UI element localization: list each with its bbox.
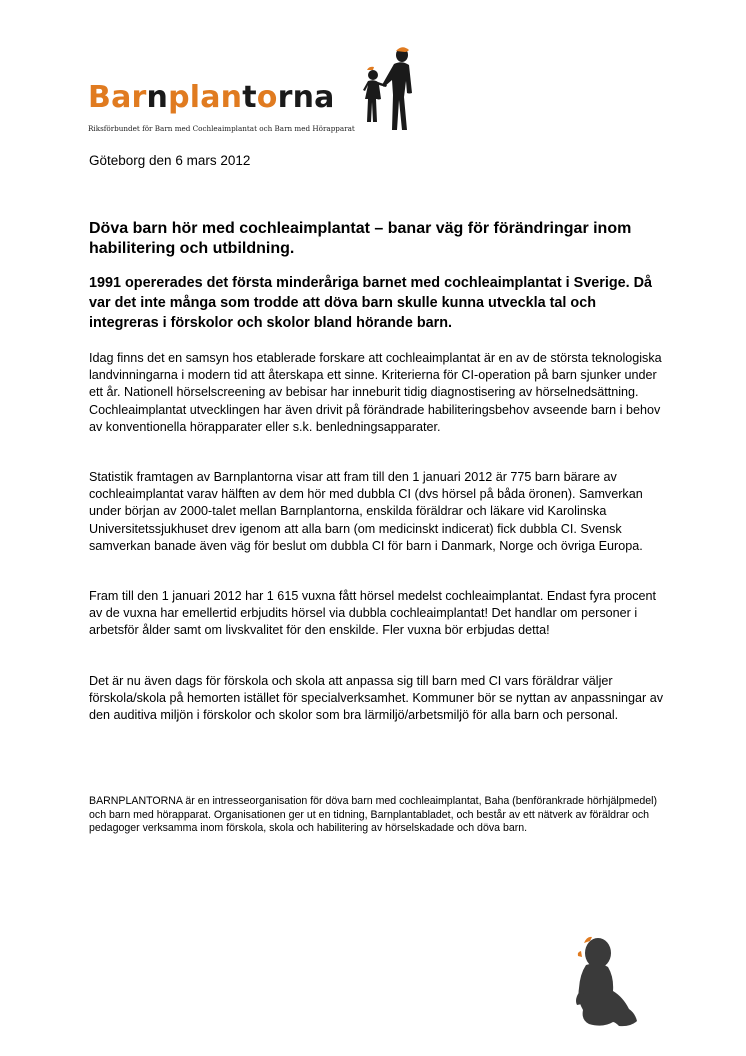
body-paragraph: Idag finns det en samsyn hos etablerade forskare att cochleaimplantat är en av de största teknologiska landvinningarna i modern tid att återskapa ett sinne. Kriterierna för CI-operation på barn sjunker under ett år. Nationell hörselscreening av bebisar har inneburit tidig diagnostisering av hörselnedsättning. Cochleaimplantat utvecklingen har även drivit på förändrade habiliteringsbehov avseende barn i behov av konventionella hörapparater eller s.k. benledningsapparater. <box>89 351 662 434</box>
family-icon <box>356 46 426 132</box>
logo-part: n <box>146 80 169 115</box>
logo-part: Bar <box>88 80 147 115</box>
logo-part: rna <box>277 80 335 115</box>
headline: Döva barn hör med cochleaimplantat – banar väg för förändringar inom habilitering och utbildning. <box>89 220 632 257</box>
sitting-baby-icon <box>572 935 644 1035</box>
body-paragraph: Fram till den 1 januari 2012 har 1 615 vuxna fått hörsel medelst cochleaimplantat. Endast fyra procent av de vuxna har emellertid erbjudits hörsel via dubbla cochleaimplantat! Det handlar om personer i arbetsför ålder samt om livskvalitet för den enskilde. Fler vuxna bör erbjudas detta! <box>89 589 657 638</box>
logo-part: o <box>256 80 278 115</box>
logo-part: plan <box>168 80 243 115</box>
body-paragraph: Statistik framtagen av Barnplantorna visar att fram till den 1 januari 2012 är 775 barn bärare av cochleaimplantat varav hälften av dem hör med dubbla CI (dvs hörsel på båda öronen). Samverkan under början av 2000-talet mellan Barnplantorna, enskilda föräldrar och läkare vid Karolinska Universitetssjukhuset drev igenom att alla barn (om medicinskt indicerat) fick dubbla CI. Svensk samverkan banade även väg för beslut om dubbla CI för barn i Danmark, Norge och övriga Europa. <box>89 470 643 553</box>
dateline: Göteborg den 6 mars 2012 <box>89 153 251 168</box>
logo <box>88 46 428 136</box>
logo-part: t <box>242 80 257 115</box>
organization-note: BARNPLANTORNA är en intresseorganisation för döva barn med cochleaimplantat, Baha (benförankrade hörhjälpmedel) och barn med hörapparat. Organisationen ger ut en tidning, Barnplantabladet, och består av ett nätverk av föräldrar och pedagoger verksamma inom förskola, skola och habilitering av hörselskadade och döva barn. <box>89 795 658 835</box>
logo-wordmark <box>88 80 335 116</box>
logo-tagline: Riksförbundet för Barn med Cochleaimplantat och Barn med Hörapparat <box>88 124 355 133</box>
body-paragraph: Det är nu även dags för förskola och skola att anpassa sig till barn med CI vars föräldrar väljer förskola/skola på hemorten istället för specialverksamhet. Kommuner bör se nyttan av anpassningar av den auditiva miljön i förskolor och skolor som bra lärmiljö/arbetsmiljö för alla barn och personal. <box>89 674 663 723</box>
lead-paragraph: 1991 opererades det första minderåriga barnet med cochleaimplantat i Sverige. Då var det inte många som trodde att döva barn skulle kunna utveckla tal och integreras i förskolor och skolor bland hörande barn. <box>89 275 653 331</box>
